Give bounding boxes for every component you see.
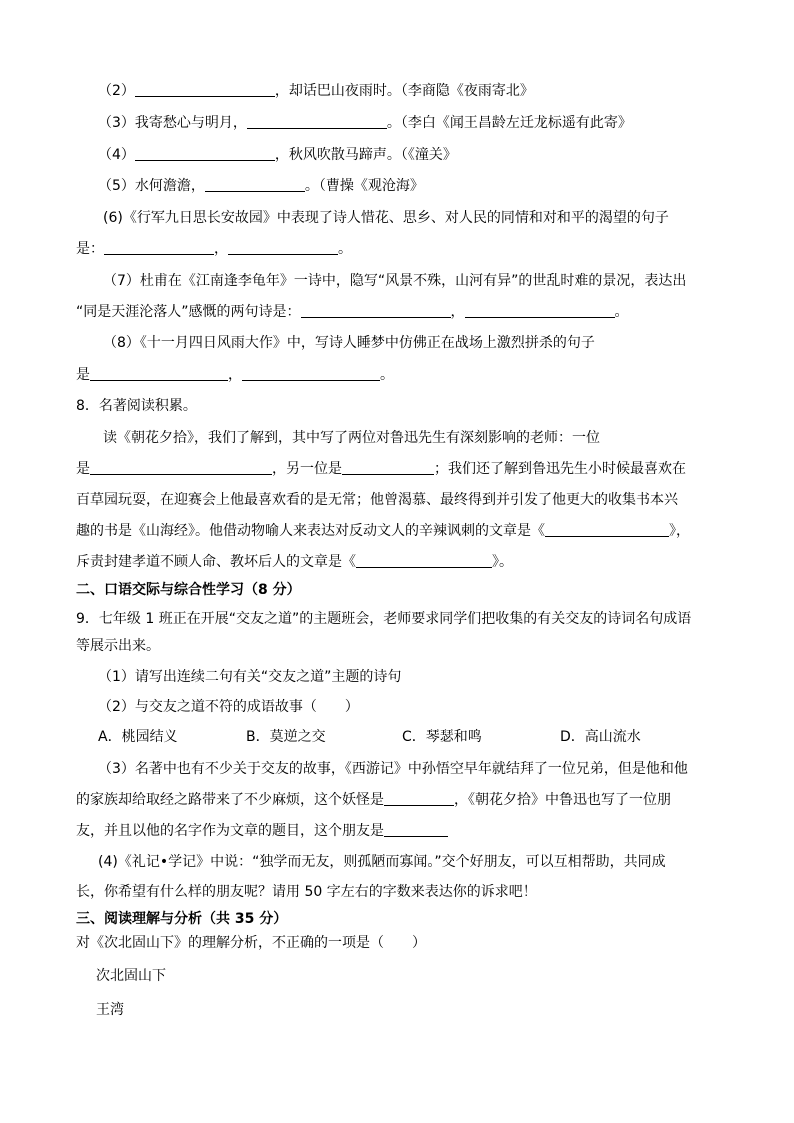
q9-option-a[interactable]: A．桃园结义	[98, 729, 178, 745]
answer-blank[interactable]	[356, 553, 492, 568]
q7-item-4	[98, 145, 457, 165]
item-number: （2）	[98, 83, 135, 99]
answer-blank[interactable]	[465, 303, 615, 318]
item-text: ；我们还了解到鲁迅先生小时候最喜欢在	[434, 461, 686, 477]
q9-part4-line2: 长，你希望有什么样的朋友呢？请用 50 字左右的字数来表达你的诉求吧！	[76, 884, 537, 900]
item-text: 是：	[76, 241, 104, 257]
answer-blank[interactable]	[384, 822, 448, 837]
q9-part1: （1）请写出连续二句有关“交友之道”主题的诗句	[98, 669, 402, 685]
item-text: ，《朝花夕拾》中鲁迅也写了一位朋	[454, 792, 671, 808]
q8-line5	[76, 552, 513, 572]
q9-line1: 9．七年级 1 班正在开展“交友之道”的主题班会，老师要求同学们把收集的有关交友的诗词名句成语	[76, 611, 692, 627]
item-text: 是	[76, 461, 90, 477]
q7-item-2	[98, 81, 534, 101]
answer-blank[interactable]	[90, 366, 228, 381]
item-text: 趣的书是《山海经》。他借动物喻人来表达对反动文人的辛辣讽刺的文章是《	[76, 523, 545, 539]
item-text: 水何澹澹，	[134, 178, 205, 194]
section-3-heading: 三、阅读理解与分析（共 35 分）	[76, 911, 288, 927]
answer-blank[interactable]	[301, 303, 451, 318]
q7-item-6-line2	[76, 239, 352, 259]
q9-part4-line1: (4)《礼记•学记》中说：“独学而无友，则孤陋而寡闻。”交个好朋友，可以互相帮助，共同成	[98, 854, 666, 870]
item-text: 。（曹操《观沧海》	[304, 178, 424, 194]
q8-line1: 读《朝花夕拾》，我们了解到，其中写了两位对鲁迅先生有深刻影响的老师：一位	[103, 430, 600, 446]
answer-blank[interactable]	[135, 146, 275, 161]
answer-blank[interactable]	[135, 82, 275, 97]
item-text: “同是天涯沦落人”感慨的两句诗是：	[76, 304, 301, 320]
section-2-heading: 二、口语交际与综合性学习（8 分）	[76, 582, 301, 598]
answer-blank[interactable]	[104, 240, 214, 255]
answer-blank[interactable]	[247, 114, 387, 129]
answer-blank[interactable]	[384, 791, 454, 806]
answer-blank[interactable]	[228, 240, 338, 255]
item-text: 》，	[669, 523, 690, 539]
answer-blank[interactable]	[90, 460, 272, 475]
punctuation: 。	[614, 304, 629, 320]
answer-blank[interactable]	[342, 460, 434, 475]
item-text: 》。	[492, 554, 513, 570]
punctuation: ，	[214, 241, 228, 257]
item-text: 是	[76, 367, 90, 383]
q7-item-7-line1: （7）杜甫在《江南逢李龟年》一诗中，隐写“风景不殊，山河有异”的世乱时难的景况，表达出	[103, 273, 687, 289]
punctuation: ，	[450, 304, 465, 320]
q9-part3-line3	[76, 821, 448, 841]
q10-stem: 对《次北固山下》的理解分析，不正确的一项是（ ）	[76, 935, 426, 951]
q8-line2	[76, 459, 686, 479]
punctuation: 。	[338, 241, 352, 257]
q9-option-c[interactable]: C．琴瑟和鸣	[402, 729, 482, 745]
q7-item-3	[98, 113, 632, 133]
q9-part3-line1: （3）名著中也有不少关于交友的故事，《西游记》中孙悟空早年就结拜了一位兄弟，但是他和他	[98, 761, 688, 777]
item-text: ，另一位是	[272, 461, 342, 477]
q9-line2: 等展示出来。	[76, 638, 160, 654]
item-number: （4）	[98, 147, 135, 163]
punctuation: 。	[380, 367, 394, 383]
item-number: （5）	[98, 178, 135, 194]
answer-blank[interactable]	[205, 177, 305, 192]
item-text: 我寄愁心与明月，	[134, 115, 247, 131]
item-text: 的家族却给取经之路带来了不少麻烦，这个妖怪是	[76, 792, 384, 808]
item-text: 。（李白《闻王昌龄左迁龙标遥有此寄》	[386, 115, 632, 131]
item-text: 友，并且以他的名字作为文章的题目，这个朋友是	[76, 823, 384, 839]
answer-blank[interactable]	[242, 366, 380, 381]
q9-part2: （2）与交友之道不符的成语故事（ ）	[98, 699, 359, 715]
poem-title: 次北固山下	[96, 968, 166, 984]
q7-item-6-line1: (6)《行军九日思长安故园》中表现了诗人惜花、思乡、对人民的同情和对和平的渴望的句子	[103, 210, 669, 226]
q8-title: 8．名著阅读积累。	[76, 398, 197, 414]
q9-part3-line2	[76, 790, 671, 810]
item-text: ，却话巴山夜雨时。（李商隐《夜雨寄北》	[274, 83, 534, 99]
q7-item-5	[98, 176, 424, 196]
q7-item-8-line2	[76, 365, 394, 385]
q7-item-8-line1: （8）《十一月四日风雨大作》中，写诗人睡梦中仿佛正在战场上激烈拼杀的句子	[103, 335, 595, 351]
item-number: （3）	[98, 115, 135, 131]
item-text: ，秋风吹散马蹄声。（《潼关》	[274, 147, 457, 163]
q9-option-b[interactable]: B．莫逆之交	[246, 729, 326, 745]
item-text: 斥责封建孝道不顾人命、教坏后人的文章是《	[76, 554, 356, 570]
punctuation: ，	[228, 367, 242, 383]
poem-author: 王湾	[96, 1002, 124, 1018]
q8-line3: 百草园玩耍，在迎赛会上他最喜欢看的是无常；他曾渴慕、最终得到并引发了他更大的收集书本兴	[76, 492, 678, 508]
q9-option-d[interactable]: D．高山流水	[560, 729, 641, 745]
q8-line4	[76, 521, 690, 541]
q7-item-7-line2	[76, 302, 629, 322]
answer-blank[interactable]	[545, 522, 669, 537]
